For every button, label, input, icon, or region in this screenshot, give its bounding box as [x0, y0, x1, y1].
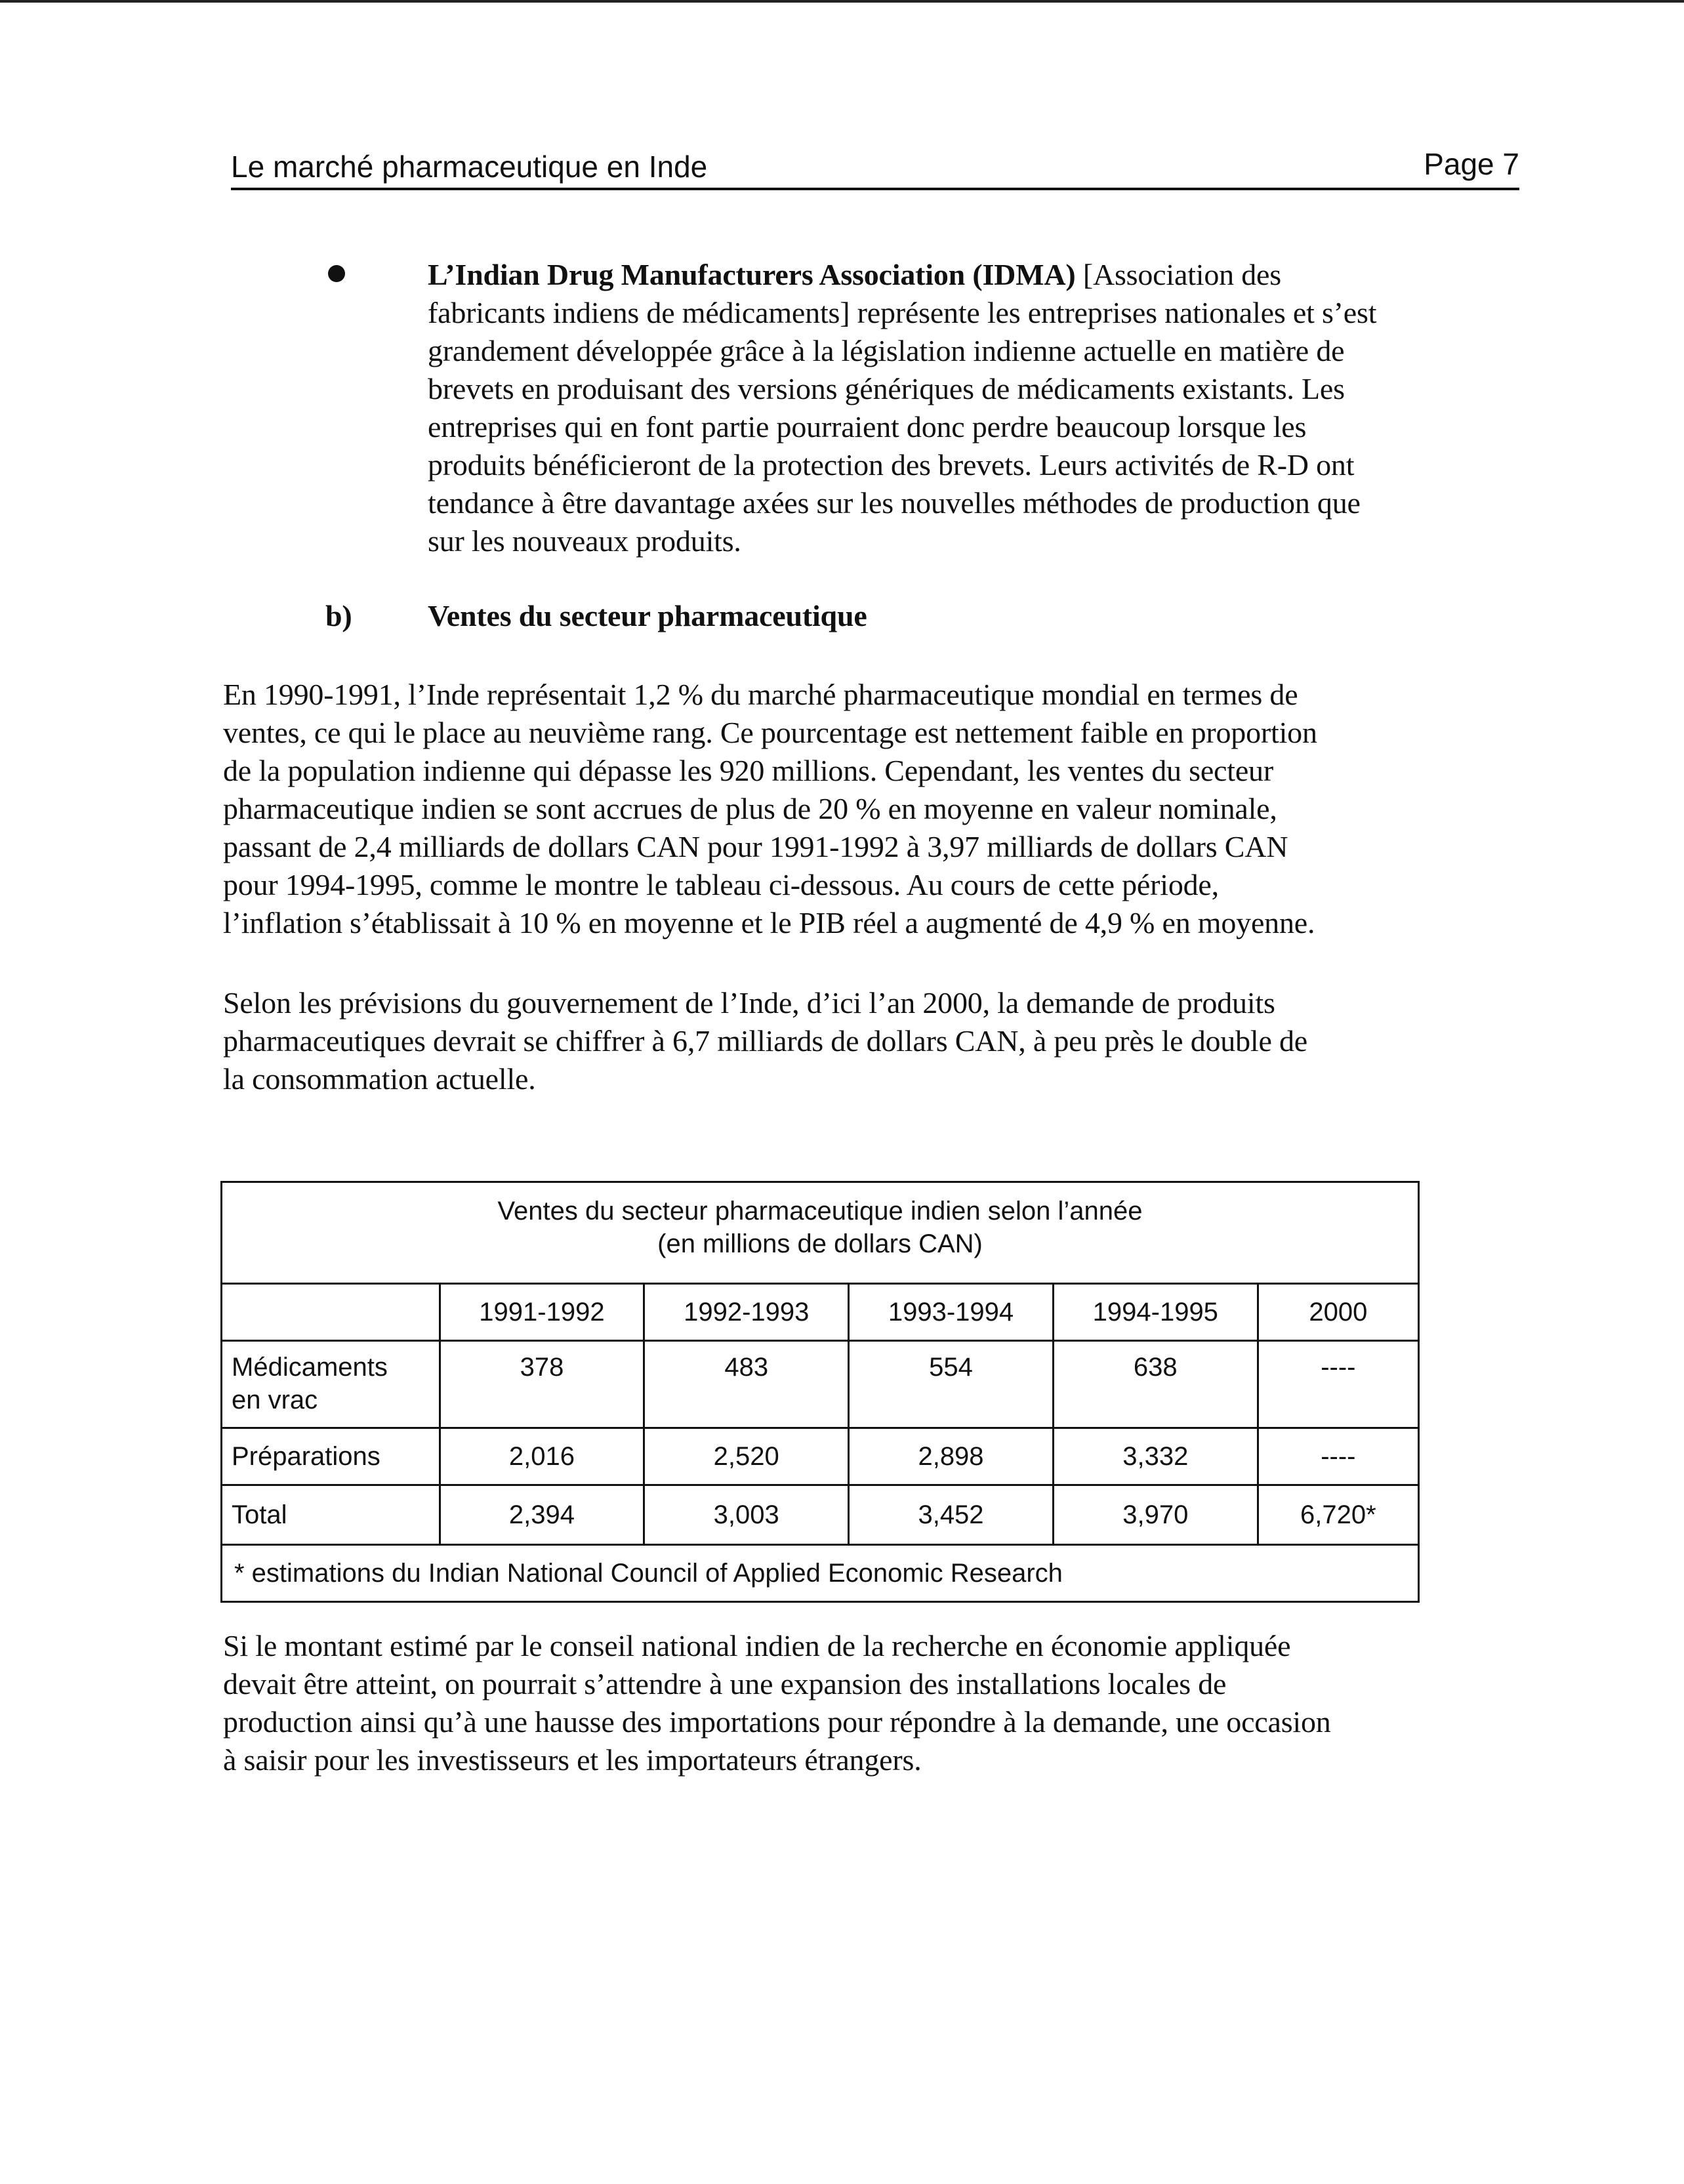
paragraph-line: à saisir pour les investisseurs et les importateurs étrangers. — [223, 1743, 922, 1777]
paragraph-line: la consommation actuelle. — [223, 1062, 536, 1096]
paragraph-line: En 1990-1991, l’Inde représentait 1,2 % du marché pharmaceutique mondial en termes de — [223, 678, 1298, 711]
table-cell: 2,520 — [644, 1428, 849, 1485]
table-caption — [222, 1182, 1419, 1284]
bullet-line: entreprises qui en font partie pourraient donc perdre beaucoup lorsque les — [428, 410, 1307, 443]
table-cell: 638 — [1053, 1341, 1258, 1428]
column-header: 1992-1993 — [644, 1284, 849, 1341]
table-caption-line: Ventes du secteur pharmaceutique indien selon l’année — [497, 1197, 1143, 1226]
paragraph-line: l’inflation s’établissait à 10 % en moyenne et le PIB réel a augmenté de 4,9 % en moyenne. — [223, 906, 1315, 939]
paragraph-line: pharmaceutique indien se sont accrues de plus de 20 % en moyenne en valeur nominale, — [223, 792, 1277, 825]
column-header: 1993-1994 — [849, 1284, 1054, 1341]
document-title: Le marché pharmaceutique en Inde — [231, 150, 708, 184]
bullet-paragraph — [428, 256, 1530, 560]
bullet-lead: L’Indian Drug Manufacturers Association (IDMA) — [428, 258, 1076, 291]
table-cell: ---- — [1258, 1428, 1418, 1485]
bullet-line: sur les nouveaux produits. — [428, 524, 741, 558]
paragraph-line: devait être atteint, on pourrait s’attendre à une expansion des installations locales de — [223, 1667, 1227, 1700]
bullet-line: fabricants indiens de médicaments] représente les entreprises nationales et s’est — [428, 296, 1377, 329]
table-cell: 554 — [849, 1341, 1054, 1428]
sales-table — [220, 1181, 1420, 1603]
table-cell: 2,394 — [440, 1485, 644, 1545]
row-label-line: Médicaments — [232, 1353, 388, 1382]
page-number: Page 7 — [1424, 147, 1519, 181]
row-label: Total — [222, 1485, 440, 1545]
bullet-line: tendance à être davantage axées sur les nouvelles méthodes de production que — [428, 486, 1361, 520]
table-caption-row — [222, 1182, 1419, 1284]
table-footnote: * estimations du Indian National Council of Applied Economic Research — [222, 1545, 1419, 1602]
paragraph-forecast — [223, 984, 1529, 1098]
table-cell: 3,970 — [1053, 1485, 1258, 1545]
table-cell: 3,332 — [1053, 1428, 1258, 1485]
table-row — [222, 1341, 1419, 1428]
paragraph-line: de la population indienne qui dépasse les 920 millions. Cependant, les ventes du secteur — [223, 754, 1273, 787]
bullet-line — [428, 256, 1530, 294]
table-caption-units: (en millions de dollars CAN) — [657, 1229, 983, 1258]
table-cell: ---- — [1258, 1341, 1418, 1428]
column-header: 1994-1995 — [1053, 1284, 1258, 1341]
paragraph-line: pour 1994-1995, comme le montre le tableau ci-dessous. Au cours de cette période, — [223, 868, 1219, 901]
bullet-line: produits bénéficieront de la protection des brevets. Leurs activités de R-D ont — [428, 448, 1355, 482]
table-header-row — [222, 1284, 1419, 1341]
paragraph-line: Selon les prévisions du gouvernement de l’Inde, d’ici l’an 2000, la demande de produits — [223, 986, 1275, 1020]
table-cell: 2,016 — [440, 1428, 644, 1485]
row-label-line: en vrac — [232, 1386, 318, 1414]
paragraph-conclusion — [223, 1627, 1529, 1779]
bullet-line: grandement développée grâce à la législation indienne actuelle en matière de — [428, 334, 1345, 367]
section-title: Ventes du secteur pharmaceutique — [428, 599, 867, 632]
table-row — [222, 1485, 1419, 1545]
bullet-line-text: [Association des — [1082, 258, 1281, 291]
page-top-rule — [0, 0, 1684, 3]
table-cell: 3,452 — [849, 1485, 1054, 1545]
table-cell: 2,898 — [849, 1428, 1054, 1485]
section-letter: b) — [325, 599, 352, 632]
table-cell: 378 — [440, 1341, 644, 1428]
row-label — [222, 1341, 440, 1428]
table-corner-cell — [222, 1284, 440, 1341]
column-header: 1991-1992 — [440, 1284, 644, 1341]
row-label: Préparations — [222, 1428, 440, 1485]
paragraph-line: ventes, ce qui le place au neuvième rang. Ce pourcentage est nettement faible en proportion — [223, 716, 1317, 749]
paragraph-line: Si le montant estimé par le conseil national indien de la recherche en économie appliquée — [223, 1629, 1291, 1662]
table-row — [222, 1428, 1419, 1485]
table-footnote-row — [222, 1545, 1419, 1602]
column-header: 2000 — [1258, 1284, 1418, 1341]
running-header — [231, 146, 1519, 190]
bullet-line: brevets en produisant des versions génériques de médicaments existants. Les — [428, 372, 1345, 405]
table-cell: 483 — [644, 1341, 849, 1428]
paragraph-line: production ainsi qu’à une hausse des importations pour répondre à la demande, une occasion — [223, 1705, 1331, 1739]
paragraph-market-share — [223, 676, 1529, 942]
paragraph-line: pharmaceutiques devrait se chiffrer à 6,7 milliards de dollars CAN, à peu près le double de — [223, 1024, 1308, 1058]
table-cell: 6,720* — [1258, 1485, 1418, 1545]
bullet-dot-icon — [328, 265, 345, 282]
paragraph-line: passant de 2,4 milliards de dollars CAN pour 1991-1992 à 3,97 milliards de dollars CAN — [223, 830, 1288, 863]
table-cell: 3,003 — [644, 1485, 849, 1545]
